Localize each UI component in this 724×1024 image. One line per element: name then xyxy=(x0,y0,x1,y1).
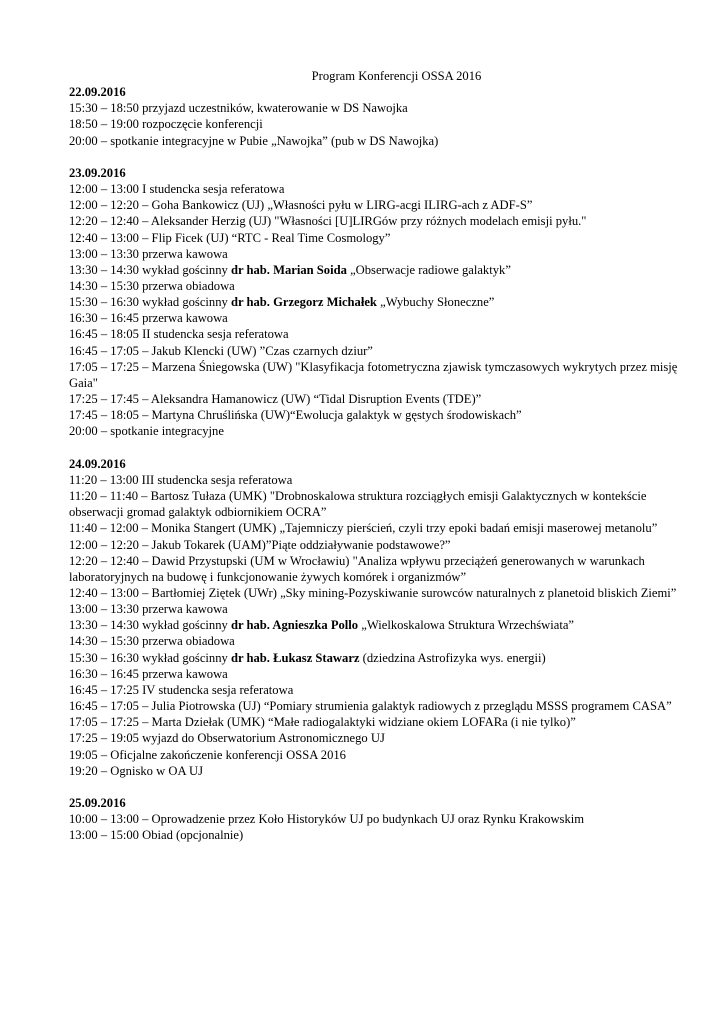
schedule-item-text: 19:20 – Ognisko w OA UJ xyxy=(69,763,203,778)
lecture-title: „Obserwacje radiowe galaktyk” xyxy=(346,262,511,277)
schedule-item xyxy=(69,520,684,536)
schedule-item-text: 20:00 – spotkanie integracyjne xyxy=(69,424,224,439)
schedule-item-text: 17:45 – 18:05 – Martyna Chruślińska (UW)“Ewolucja galaktyk w gęstych środowiskach” xyxy=(69,408,522,423)
day-date: 23.09.2016 xyxy=(69,165,126,180)
schedule-item-text: 11:40 – 12:00 – Monika Stangert (UMK) „Tajemniczy pierścień, czyli trzy epoki badań emisji maserowej metanolu” xyxy=(69,521,658,536)
guest-speaker-name: dr hab. Agnieszka Pollo xyxy=(230,618,359,633)
schedule-item-text: 16:45 – 18:05 II studencka sesja referatowa xyxy=(69,327,289,342)
schedule-item xyxy=(69,359,684,391)
schedule-item xyxy=(69,763,684,779)
lecture-title: „Wybuchy Słoneczne” xyxy=(376,295,495,310)
schedule-item-text: 16:30 – 16:45 przerwa kawowa xyxy=(69,666,228,681)
day-section xyxy=(69,165,684,440)
schedule-item-text: 16:45 – 17:25 IV studencka sesja referatowa xyxy=(69,682,294,697)
day-section xyxy=(69,84,684,149)
schedule-item xyxy=(69,407,684,423)
schedule-item xyxy=(69,326,684,342)
schedule-item xyxy=(69,133,684,149)
schedule-item-text: 19:05 – Oficjalne zakończenie konferencji OSSA 2016 xyxy=(69,747,346,762)
schedule-item-text: 12:40 – 13:00 – Flip Ficek (UJ) “RTC - Real Time Cosmology” xyxy=(69,230,391,245)
schedule-item xyxy=(69,827,684,843)
lecture-title: „Wielkoskalowa Struktura Wrzechświata” xyxy=(358,618,575,633)
schedule-item-text: 12:20 – 12:40 – Dawid Przystupski (UM w Wrocławiu) "Analiza wpływu przeciążeń generowanych w warunkach laboratoryjnych na budowę i funkcjonowanie żywych komórek i organizmów” xyxy=(69,553,645,584)
schedule-item-text: 12:00 – 12:20 – Goha Bankowicz (UJ) „Własności pyłu w LIRG-acgi ILIRG-ach z ADF-S” xyxy=(69,198,533,213)
schedule-item-text: 16:30 – 16:45 przerwa kawowa xyxy=(69,311,228,326)
schedule-item xyxy=(69,230,684,246)
guest-speaker-name: dr hab. Grzegorz Michałek xyxy=(230,295,377,310)
schedule-item-text: 16:45 – 17:05 – Jakub Klencki (UW) ”Czas czarnych dziur” xyxy=(69,343,373,358)
schedule-item xyxy=(69,698,684,714)
day-date: 24.09.2016 xyxy=(69,456,126,471)
schedule-item xyxy=(69,310,684,326)
lecture-title: (dziedzina Astrofizyka wys. energii) xyxy=(359,650,546,665)
schedule-item xyxy=(69,650,684,666)
schedule-item-text: 17:25 – 17:45 – Aleksandra Hamanowicz (UW) “Tidal Disruption Events (TDE)” xyxy=(69,392,482,407)
schedule-item-text: 17:25 – 19:05 wyjazd do Obserwatorium Astronomicznego UJ xyxy=(69,731,385,746)
schedule-item-text: 17:05 – 17:25 – Marta Dziełak (UMK) “Małe radiogalaktyki widziane okiem LOFARa (i nie tylko)” xyxy=(69,715,576,730)
schedule-item xyxy=(69,730,684,746)
schedule-item-text: 20:00 – spotkanie integracyjne w Pubie „Nawojka” (pub w DS Nawojka) xyxy=(69,133,439,148)
schedule-item xyxy=(69,472,684,488)
schedule-item xyxy=(69,601,684,617)
schedule-item-text: 13:30 – 14:30 wykład gościnny xyxy=(69,618,231,633)
schedule-item xyxy=(69,714,684,730)
schedule-item xyxy=(69,488,684,520)
schedule-item-text: 14:30 – 15:30 przerwa obiadowa xyxy=(69,634,235,649)
guest-speaker-name: dr hab. Marian Soida xyxy=(230,262,347,277)
schedule-item xyxy=(69,213,684,229)
schedule-item xyxy=(69,423,684,439)
schedule-item-text: 13:00 – 15:00 Obiad (opcjonalnie) xyxy=(69,828,244,843)
day-section xyxy=(69,456,684,779)
schedule-item xyxy=(69,262,684,278)
program-days xyxy=(69,84,684,843)
schedule-item xyxy=(69,391,684,407)
schedule-item xyxy=(69,246,684,262)
schedule-item-text: 15:30 – 16:30 wykład gościnny xyxy=(69,295,231,310)
schedule-item xyxy=(69,666,684,682)
schedule-item-text: 12:00 – 13:00 I studencka sesja referatowa xyxy=(69,182,285,197)
schedule-item xyxy=(69,617,684,633)
schedule-item xyxy=(69,682,684,698)
schedule-item-text: 15:30 – 16:30 wykład gościnny xyxy=(69,650,231,665)
schedule-item xyxy=(69,116,684,132)
schedule-item-text: 13:00 – 13:30 przerwa kawowa xyxy=(69,246,228,261)
schedule-item xyxy=(69,181,684,197)
schedule-item xyxy=(69,343,684,359)
schedule-item-text: 10:00 – 13:00 – Oprowadzenie przez Koło Historyków UJ po budynkach UJ oraz Rynku Krakowskim xyxy=(69,812,585,827)
schedule-item xyxy=(69,294,684,310)
day-date: 25.09.2016 xyxy=(69,795,126,810)
day-date: 22.09.2016 xyxy=(69,85,126,100)
schedule-item-text: 13:30 – 14:30 wykład gościnny xyxy=(69,262,231,277)
schedule-item-text: 16:45 – 17:05 – Julia Piotrowska (UJ) “Pomiary strumienia galaktyk radiowych z przeglądu MSSS programem CASA” xyxy=(69,699,672,714)
schedule-item xyxy=(69,747,684,763)
schedule-item-text: 12:00 – 12:20 – Jakub Tokarek (UAM)”Piąte oddziaływanie podstawowe?” xyxy=(69,537,451,552)
schedule-item-text: 14:30 – 15:30 przerwa obiadowa xyxy=(69,279,235,294)
schedule-item xyxy=(69,633,684,649)
schedule-item-text: 11:20 – 13:00 III studencka sesja referatowa xyxy=(69,472,293,487)
schedule-item-text: 12:20 – 12:40 – Aleksander Herzig (UJ) "Własności [U]LIRGów przy różnych modelach emisji pyłu." xyxy=(69,214,587,229)
schedule-item xyxy=(69,197,684,213)
schedule-item xyxy=(69,585,684,601)
schedule-item-text: 13:00 – 13:30 przerwa kawowa xyxy=(69,602,228,617)
day-section xyxy=(69,795,684,843)
schedule-item xyxy=(69,553,684,585)
schedule-item xyxy=(69,100,684,116)
schedule-item xyxy=(69,811,684,827)
schedule-item-text: 17:05 – 17:25 – Marzena Śniegowska (UW) "Klasyfikacja fotometryczna zjawisk tymczasowych wykrytych przez misję Gaia" xyxy=(69,359,678,390)
schedule-item-text: 12:40 – 13:00 – Bartłomiej Ziętek (UWr) „Sky mining-Pozyskiwanie surowców naturalnych z planetoid bliskich Ziemi” xyxy=(69,585,677,600)
guest-speaker-name: dr hab. Łukasz Stawarz xyxy=(230,650,360,665)
schedule-item-text: 11:20 – 11:40 – Bartosz Tułaza (UMK) "Drobnoskalowa struktura rozciągłych emisji Galaktycznych w kontekście obserwacji gromad galaktyk odbiornikiem OCRA” xyxy=(69,489,647,520)
schedule-item-text: 18:50 – 19:00 rozpoczęcie konferencji xyxy=(69,117,263,132)
document-title: Program Konferencji OSSA 2016 xyxy=(311,69,482,83)
schedule-item-text: 15:30 – 18:50 przyjazd uczestników, kwaterowanie w DS Nawojka xyxy=(69,101,408,116)
schedule-item xyxy=(69,278,684,294)
schedule-item xyxy=(69,537,684,553)
